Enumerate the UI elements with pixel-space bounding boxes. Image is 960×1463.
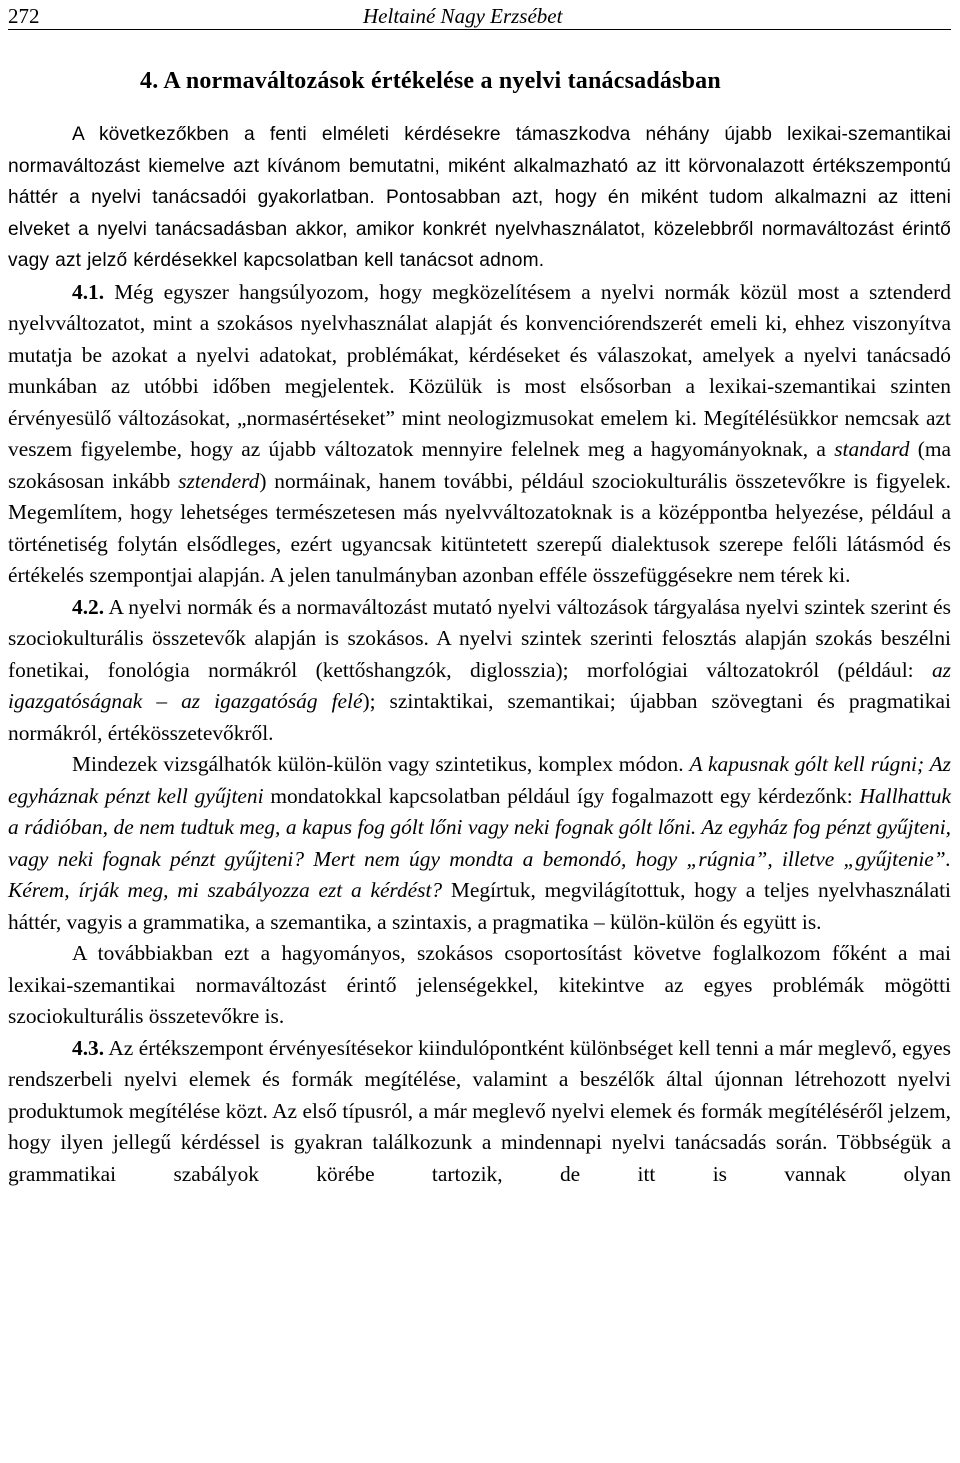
paragraph-mindezek	[8, 749, 951, 938]
paragraph-4-1-italic-standard: standard	[834, 437, 910, 461]
paragraph-intro	[8, 119, 951, 277]
paragraph-mindezek-text-a: Mindezek vizsgálhatók külön-külön vagy szintetikus, komplex módon.	[72, 752, 690, 776]
paragraph-4-1	[8, 277, 951, 592]
paragraph-4-1-text-b: (ma szokásosan inkább	[8, 437, 951, 493]
running-head-author: Heltainé Nagy Erzsébet	[363, 4, 563, 28]
paragraph-4-2-text-a: A nyelvi normák és a normaváltozást mutató nyelvi változások tárgyalása nyelvi szintek szerint és szociokulturális összetevők alapján is szokásos. A nyelvi szintek szerinti felosztás alapján szokás beszélni fonetikai, fonológia normákról (kettőshangzók, diglosszia); morfológiai változatokról (például:	[8, 594, 951, 682]
section-title: A normaváltozások értékelése a nyelvi tanácsadásban	[163, 68, 721, 94]
body-text	[8, 119, 951, 1190]
page-number: 272	[8, 4, 40, 28]
page	[8, 0, 951, 1190]
paragraph-4-2-text-b: ); szintaktikai, szemantikai; újabban szövegtani és pragmatikai normákról, értékösszetevőkről.	[8, 689, 951, 745]
paragraph-tovabbiakban	[8, 938, 951, 1033]
paragraph-4-2	[8, 592, 951, 750]
paragraph-intro-text: A következőkben a fenti elméleti kérdésekre támaszkodva néhány újabb lexikai-szemantikai normaváltozást kiemelve azt kívánom bemutatni, miként alkalmazható az itt körvonalazott értékszempontú háttér a nyelvi tanácsadói gyakorlatban. Pontosabban azt, hogy én miként tudom alkalmazni az itteni elveket a nyelvi tanácsadásban akkor, amikor konkrét nyelvhasználatot, közelebbről normaváltozást érintő vagy azt jelző kérdésekkel kapcsolatban kell tanácsot adnom.	[8, 124, 951, 271]
subsection-number-4-3: 4.3.	[72, 1035, 105, 1060]
paragraph-4-2-italic-example: az igazgatóságnak – az igazgatóság felé	[8, 657, 951, 713]
section-heading	[8, 66, 951, 96]
running-header	[8, 0, 951, 30]
paragraph-mindezek-text-c: Megírtuk, megvilágítottuk, hogy a teljes nyelvhasználati háttér, vagyis a grammatika, a szemantika, a szintaxis, a pragmatika – külön-külön és együtt is.	[8, 878, 951, 934]
paragraph-4-1-text-c: ) normáinak, hanem további, például szociokulturális összetevőkre is figyelek. Megemlítem, hogy lehetséges természetesen más nyelvváltozatoknak is a középpontba helyezése, például a történetiség folytán elsődleges, ezért ugyancsak kitüntetett szerepű dialektusok szerepe felőli látásmód és értékelés szempontjai alapján. A jelen tanulmányban azonban efféle összefüggésekre nem térek ki.	[8, 468, 951, 587]
paragraph-mindezek-text-b: mondatokkal kapcsolatban például így fogalmazott egy kérdezőnk:	[263, 783, 860, 808]
paragraph-mindezek-italic-quote: Hallhattuk a rádióban, de nem tudtuk meg, a kapus fog gólt lőni vagy neki fognak gólt lőni. Az egyház fog pénzt gyűjteni, vagy neki fognak pénzt gyűjteni? Mert nem úgy mondta a bemondó, hogy „rúgnia”, illetve „gyűjtenie”. Kérem, írják meg, mi szabályozza ezt a kérdést?	[8, 783, 951, 902]
subsection-number-4-1: 4.1.	[72, 279, 105, 304]
paragraph-4-1-italic-sztenderd: sztenderd	[178, 468, 260, 493]
paragraph-mindezek-italic-sentences: A kapusnak gólt kell rúgni; Az egyháznak pénzt kell gyűjteni	[8, 752, 951, 808]
paragraph-4-3-text: Az értékszempont érvényesítésekor kiindulópontként különbséget kell tenni a már meglevő, egyes rendszerbeli nyelvi elemek és formák megítélése, valamint a beszélők által újonnan létrehozott nyelvi produktumok megítélése közt. Az első típusról, a már meglevő nyelvi elemek és formák megítéléséről jelzem, hogy ilyen jellegű kérdéssel is gyakran találkozunk a mindennapi nyelvi tanácsadás során. Többségük a grammatikai szabályok körébe tartozik, de itt is vannak olyan	[8, 1035, 951, 1186]
paragraph-4-1-text-a: Még egyszer hangsúlyozom, hogy megközelítésem a nyelvi normák közül most a sztenderd nyelvváltozatot, mint a szokásos nyelvhasználat alapját és konvenciórendszerét emeli ki, ehhez viszonyítva mutatja be azokat a nyelvi adatokat, problémákat, kérdéseket és válaszokat, amelyek a nyelvi tanácsadó munkában az utóbbi időben megjelentek. Közülük is most elsősorban a lexikai-szemantikai szinten érvényesülő változásokat, „normasértéseket” mint neologizmusokat emelem ki. Megítélésükkor nemcsak azt veszem figyelembe, hogy az újabb változatok mennyire felelnek meg a hagyományoknak, a	[8, 279, 951, 461]
subsection-number-4-2: 4.2.	[72, 594, 105, 619]
section-number: 4.	[140, 68, 159, 94]
paragraph-tovabbiakban-text: A továbbiakban ezt a hagyományos, szokásos csoportosítást követve foglalkozom főként a mai lexikai-szemantikai normaváltozást érintő jelenségekkel, kitekintve az egyes problémák mögötti szociokulturális összetevőkre is.	[8, 941, 951, 1028]
paragraph-4-3	[8, 1033, 951, 1191]
